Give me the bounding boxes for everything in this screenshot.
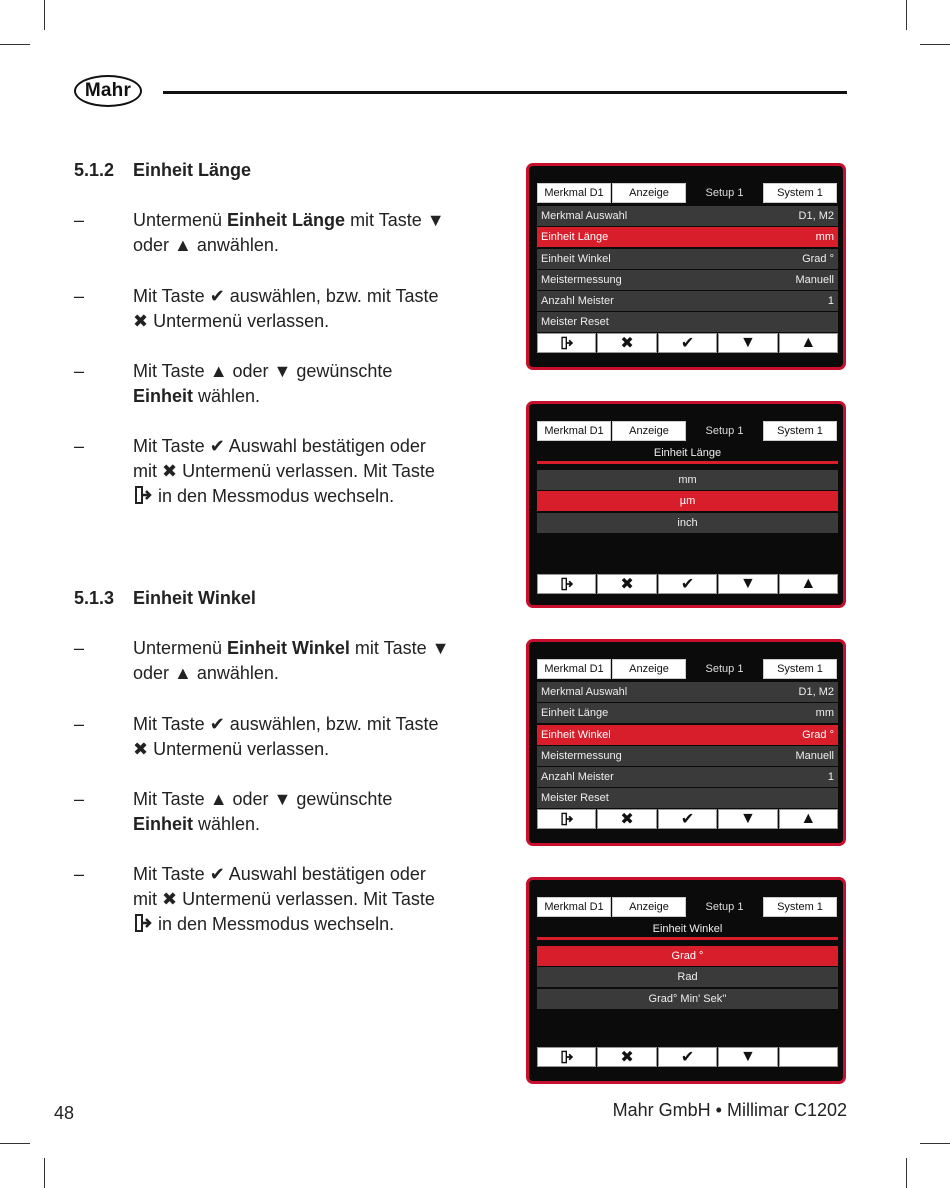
cancel-button[interactable]: ✖ [597,809,656,829]
down-button[interactable]: ▼ [718,574,777,594]
down-button[interactable]: ▼ [718,1047,777,1067]
tab-system[interactable]: System 1 [763,897,837,917]
step-text: Untermenü [133,210,228,230]
section-title [74,588,256,609]
list-item[interactable]: Merkmal Auswahl D1, M2 [537,206,838,226]
exit-button[interactable] [537,809,596,829]
device-screen-winkel-options [526,877,846,1084]
tab-bar [537,897,838,917]
submenu-heading: Einheit Länge [537,444,838,464]
tab-anzeige[interactable]: Anzeige [612,897,686,917]
tab-bar [537,183,838,203]
section-number: 5.1.3 [74,588,115,608]
header-rule [163,91,847,94]
confirm-button[interactable]: ✔ [658,809,717,829]
option-item[interactable]: Rad [537,967,838,987]
step-text: mit Taste ▼ oder ▲ anwählen. [133,210,445,255]
page-number: 48 [54,1103,75,1123]
section-heading: Einheit Länge [133,160,252,180]
list-item[interactable]: Merkmal Auswahl D1, M2 [537,682,838,702]
tab-setup[interactable]: Setup 1 [687,421,762,441]
bullet-dash: – [74,286,85,306]
bullet-dash: – [74,638,85,658]
down-button[interactable]: ▼ [718,809,777,829]
list-item[interactable]: Einheit Winkel Grad ° [537,249,838,269]
section-number: 5.1.2 [74,160,115,180]
up-button[interactable]: ▲ [779,333,838,353]
step-text: Mit Taste ▲ oder ▼ gewünschte [133,361,393,381]
softkey-bar [537,809,838,829]
step-text: wählen. [193,814,261,834]
section-heading: Einheit Winkel [133,588,256,608]
step-text: Mit Taste ▲ oder ▼ gewünschte [133,789,393,809]
list-item[interactable]: Einheit Länge mm [537,703,838,723]
softkey-bar [537,1047,838,1067]
option-item[interactable]: inch [537,513,838,533]
confirm-button[interactable]: ✔ [658,574,717,594]
option-item[interactable]: mm [537,470,838,490]
crop-mark [906,1158,907,1188]
footer-title: Mahr GmbH • Millimar C1202 [612,1100,847,1120]
option-item-selected[interactable]: Grad ° [537,946,838,966]
device-screen-setup-laenge [526,163,846,370]
step-text: in den Messmodus wechseln. [153,914,395,934]
empty-softkey[interactable] [779,1047,838,1067]
exit-icon [560,577,574,591]
tab-anzeige[interactable]: Anzeige [612,183,686,203]
mahr-logo: Mahr [74,75,142,107]
list-item[interactable]: Meistermessung Manuell [537,270,838,290]
section-einheit-winkel [74,588,474,968]
softkey-bar [537,333,838,353]
list-item[interactable]: Meistermessung Manuell [537,746,838,766]
option-item-selected[interactable]: µm [537,491,838,511]
option-list [537,946,838,1010]
step-text: Mit Taste ✔ auswählen, bzw. mit Taste ✖ Untermenü verlassen. [133,286,439,331]
step-emphasis: Einheit [133,386,194,406]
bullet-dash: – [74,436,85,456]
bullet-dash: – [74,789,85,809]
cancel-button[interactable]: ✖ [597,333,656,353]
tab-merkmal[interactable]: Merkmal D1 [537,897,611,917]
setup-list [537,206,838,334]
setup-list [537,682,838,810]
exit-icon [560,812,574,826]
exit-button[interactable] [537,574,596,594]
confirm-button[interactable]: ✔ [658,333,717,353]
up-button[interactable]: ▲ [779,574,838,594]
tab-merkmal[interactable]: Merkmal D1 [537,421,611,441]
tab-system[interactable]: System 1 [763,659,837,679]
step-emphasis: Einheit Länge [227,210,346,230]
device-screen-setup-winkel [526,639,846,846]
option-list [537,470,838,534]
section-title [74,160,251,181]
exit-icon [133,485,153,505]
device-screen-laenge-options [526,401,846,608]
step-text: Mit Taste ✔ Auswahl bestätigen oder mit ✖ Untermenü verlassen. Mit Taste [133,436,435,481]
tab-setup[interactable]: Setup 1 [687,897,762,917]
tab-anzeige[interactable]: Anzeige [612,659,686,679]
list-item-selected[interactable]: Einheit Winkel Grad ° [537,725,838,745]
tab-merkmal[interactable]: Merkmal D1 [537,659,611,679]
step-emphasis: Einheit Winkel [227,638,350,658]
softkey-bar [537,574,838,594]
list-item[interactable]: Anzahl Meister 1 [537,291,838,311]
crop-mark [0,1143,30,1144]
tab-merkmal[interactable]: Merkmal D1 [537,183,611,203]
tab-system[interactable]: System 1 [763,421,837,441]
tab-anzeige[interactable]: Anzeige [612,421,686,441]
list-item[interactable]: Meister Reset [537,788,838,808]
tab-setup[interactable]: Setup 1 [687,183,762,203]
tab-bar [537,421,838,441]
cancel-button[interactable]: ✖ [597,574,656,594]
step-emphasis: Einheit [133,814,194,834]
crop-mark [906,0,907,30]
bullet-dash: – [74,714,85,734]
exit-icon [560,336,574,350]
up-button[interactable]: ▲ [779,809,838,829]
tab-system[interactable]: System 1 [763,183,837,203]
down-button[interactable]: ▼ [718,333,777,353]
cancel-button[interactable]: ✖ [597,1047,656,1067]
exit-icon [560,1050,574,1064]
list-item[interactable]: Anzahl Meister 1 [537,767,838,787]
list-item-selected[interactable]: Einheit Länge mm [537,227,838,247]
crop-mark [0,44,30,45]
step-text: in den Messmodus wechseln. [153,486,395,506]
bullet-dash: – [74,361,85,381]
crop-mark [920,1143,950,1144]
tab-bar [537,659,838,679]
exit-button[interactable] [537,333,596,353]
submenu-heading: Einheit Winkel [537,920,838,940]
exit-icon [133,913,153,933]
step-text: wählen. [193,386,261,406]
step-text: Mit Taste ✔ Auswahl bestätigen oder mit ✖ Untermenü verlassen. Mit Taste [133,864,435,909]
list-item[interactable]: Meister Reset [537,312,838,332]
crop-mark [920,44,950,45]
step-text: mit Taste ▼ oder ▲ anwählen. [133,638,450,683]
exit-button[interactable] [537,1047,596,1067]
bullet-dash: – [74,864,85,884]
bullet-dash: – [74,210,85,230]
crop-mark [44,1158,45,1188]
crop-mark [44,0,45,30]
section-einheit-laenge [74,160,474,540]
confirm-button[interactable]: ✔ [658,1047,717,1067]
option-item[interactable]: Grad° Min' Sek'' [537,989,838,1009]
step-text: Untermenü [133,638,228,658]
tab-setup[interactable]: Setup 1 [687,659,762,679]
step-text: Mit Taste ✔ auswählen, bzw. mit Taste ✖ Untermenü verlassen. [133,714,439,759]
